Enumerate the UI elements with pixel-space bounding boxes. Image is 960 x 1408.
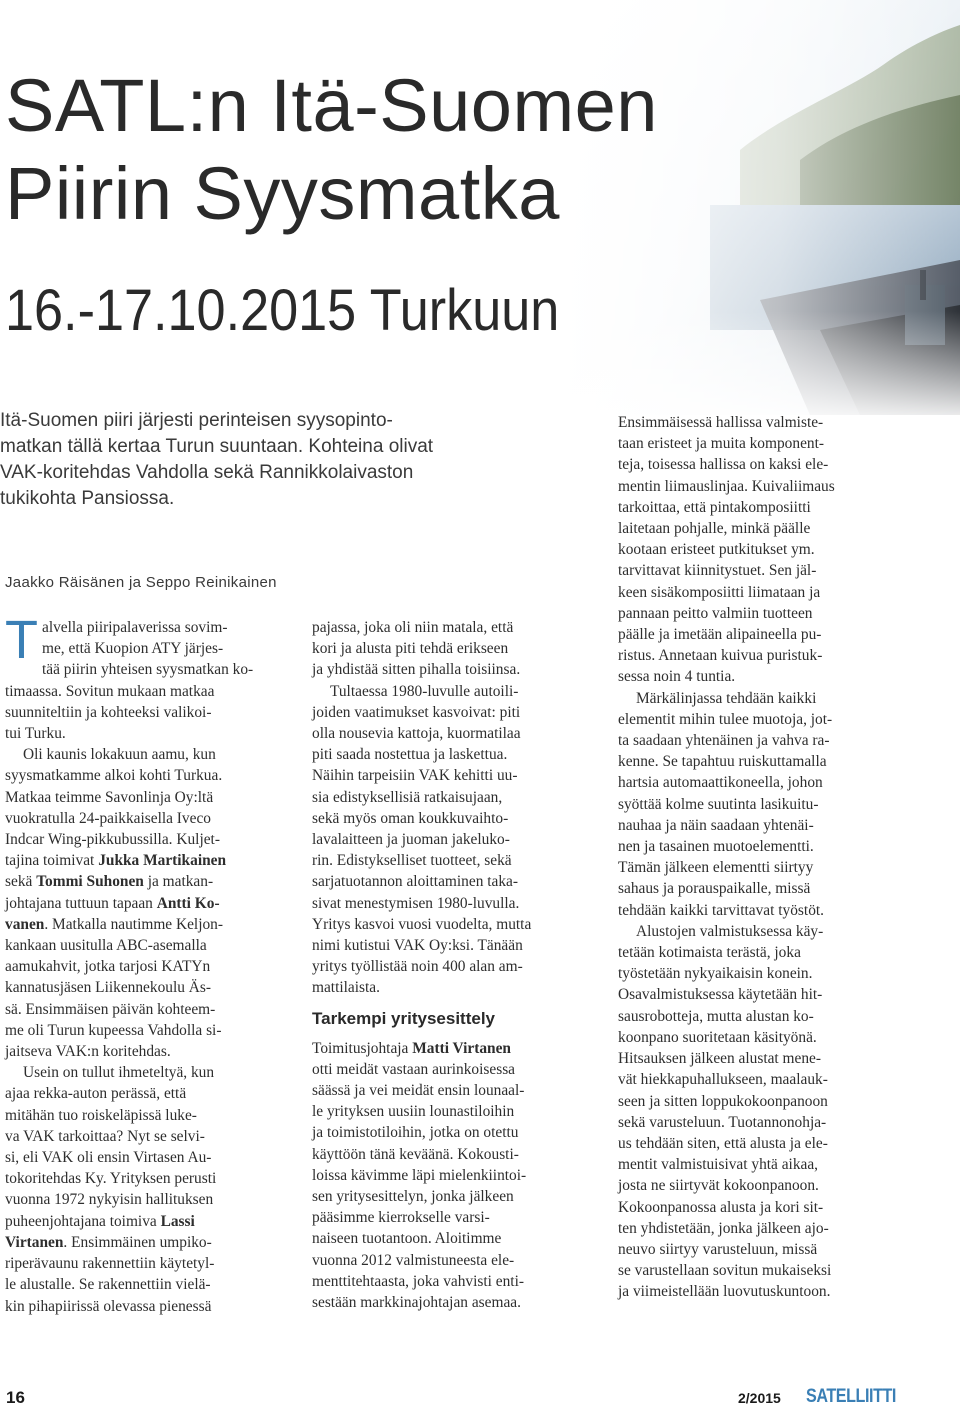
founder-name: Lassi (160, 1212, 195, 1230)
text-line: sekä myös oman koukkuvaihto- (312, 809, 509, 827)
text-line: aamukahvit, jotka tarjosi KATYn (5, 958, 211, 976)
text-line: Tultaessa 1980-luvulle autoili- (330, 682, 519, 700)
article-column-3 (618, 412, 903, 1303)
text-line: elementit mihin tulee muotoja, jot- (618, 710, 833, 728)
text-line: tarkoittaa, että pintakomposiitti (618, 498, 811, 516)
text-line: me, että Kuopion ATY järjes- (42, 640, 224, 658)
paragraph (312, 681, 592, 999)
text-line: työstetään nykyaikaisin konein. (618, 965, 813, 983)
text-line: mentit valmistuisivat yhtä aikaa, (618, 1156, 819, 1174)
text-line: lavalaitteen ja juoman jakeluko- (312, 831, 510, 849)
text-line: Matkaa teimme Savonlinja Oy:ltä (5, 788, 214, 806)
text-line: sivat menestymisen 1980-luvulla. (312, 894, 520, 912)
driver-name: Tommi Suhonen (36, 873, 144, 891)
text-line: kenne. Se tapahtuu ruiskuttamalla (618, 753, 827, 771)
paragraph (5, 1062, 295, 1316)
text-line: Osavalmistuksessa käytetään hit- (618, 986, 823, 1004)
text-line: keen sisäkomposiitti liimataan ja (618, 583, 821, 601)
text-line: tarvittavat kiinnitystuet. Sen jäl- (618, 562, 817, 580)
title-line-2: Piirin Syysmatka (5, 152, 560, 235)
text-run: puheenjohtajana toimiva (5, 1212, 161, 1230)
paragraph (5, 744, 295, 1062)
text-line: josta ne siirtyvät kokoonpanoon. (618, 1177, 819, 1195)
text-line: pajassa, joka oli niin matala, että (312, 619, 514, 636)
text-line: tää piirin yhteisen syysmatkan ko- (42, 661, 254, 679)
satelliitti-logo (806, 1382, 898, 1406)
text-line: mentin liimauslinjaa. Kuivaliimaus (618, 477, 835, 495)
text-line: pääsimme kierrokselle varsi- (312, 1209, 490, 1227)
paragraph (5, 610, 295, 744)
text-line: kootaan eristeet putkitukset ym. (618, 541, 815, 559)
byline: Jaakko Räisänen ja Seppo Reinikainen (5, 574, 277, 591)
text-line: olla nousevia kattoja, kuormatilaa (312, 725, 521, 743)
lead-line: Itä-Suomen piiri järjesti perinteisen syysopinto- (0, 410, 393, 431)
text-line: vuonna 1972 nykyisin hallituksen (5, 1191, 214, 1209)
article-subtitle: 16.-17.10.2015 Turkuun (5, 278, 560, 343)
text-line: taan eristeet ja muita komponent- (618, 435, 824, 453)
text-line: seen ja sitten loppukokoonpanoon (618, 1092, 828, 1110)
text-line: nauhaa ja näin saadaan yhtenäi- (618, 816, 814, 834)
text-line: Alustojen valmistuksessa käy- (636, 922, 824, 940)
leader-name: vanen (5, 915, 45, 933)
drop-cap: T (5, 610, 38, 670)
text-run: tajina toimivat (5, 852, 99, 870)
text-line: rin. Edistykselliset tuotteet, sekä (312, 852, 512, 870)
text-line: kankaan uusitulla ABC-asemalla (5, 937, 207, 955)
text-line: tokoritehdas Ky. Yrityksen perusti (5, 1170, 217, 1188)
text-line: ajaa rekka-auton perässä, että (5, 1085, 187, 1103)
text-line: sen yritysesittelyn, jonka jälkeen (312, 1188, 514, 1206)
text-line: pannaan peitto valmiin tuotteen (618, 604, 813, 622)
ceo-name: Matti Virtanen (412, 1039, 511, 1057)
text-line: tehdään kaikki tarvittavat työstöt. (618, 901, 825, 919)
title-line-1: SATL:n Itä-Suomen (5, 64, 658, 147)
text-line: alvella piiripalaverissa sovim- (42, 619, 228, 636)
text-line: Ensimmäisessä hallissa valmiste- (618, 414, 824, 431)
text-line: sarjatuotannon aloittaminen taka- (312, 873, 518, 891)
text-line: Näihin tarpeisiin VAK kehitti uu- (312, 767, 518, 785)
text-line: sahaus ja porauspaikalle, missä (618, 880, 811, 898)
text-line: sä. Ensimmäisen päivän kohteem- (5, 1000, 216, 1018)
text-line: päälle ja imetään alipaineella pu- (618, 626, 822, 644)
paragraph (618, 921, 903, 1303)
lead-line: tukikohta Pansiossa. (0, 488, 175, 509)
page-number: 16 (6, 1388, 25, 1407)
issue-number: 2/2015 (738, 1390, 781, 1406)
text-line (312, 1038, 592, 1059)
text-run: johtajana tuttuun tapaan (5, 894, 157, 912)
text-line: syöttää kolme suutinta lasikuitu- (618, 795, 819, 813)
text-line (5, 850, 295, 871)
text-line: piti saada nostettua ja laskettua. (312, 746, 508, 764)
text-line: loissa kävimme läpi mielenkiintoi- (312, 1166, 527, 1184)
section-heading: Tarkempi yritysesittely (312, 1008, 495, 1028)
text-run: . Matkalla nautimme Keljon- (44, 915, 223, 933)
text-line (5, 893, 295, 914)
text-line: ten yhdistetään, jonka jälkeen ajo- (618, 1219, 829, 1237)
text-line: otti meidät vastaan aurinkoisessa (312, 1060, 516, 1078)
text-line: Tämän jälkeen elementti siirtyy (618, 859, 814, 877)
text-line: sessa noin 4 tuntia. (618, 668, 736, 686)
founder-name: Virtanen (5, 1233, 64, 1251)
text-line: ta saadaan yhtenäinen ja vahva ra- (618, 732, 830, 750)
text-line: ja yhdistää sitten pihalla toisiinsa. (312, 661, 521, 679)
text-line: vuokratulla 24-paikkaisella Iveco (5, 809, 211, 827)
article-title (5, 62, 658, 238)
text-line: me oli Turun kupeessa Vahdolla si- (5, 1021, 222, 1039)
leader-name: Antti Ko- (156, 894, 220, 912)
text-line: tetään kotimaista terästä, joka (618, 944, 801, 962)
text-line: joiden vaatimukset kasvoivat: piti (312, 703, 521, 721)
text-line: le yrityksen uusiin lounastiloihin (312, 1103, 515, 1121)
text-line: nen ja tasainen muotoelementti. (618, 838, 814, 856)
text-line (5, 1232, 295, 1253)
text-line: nimi kutistui VAK Oy:ksi. Tänään (312, 937, 523, 955)
text-line: Oli kaunis lokakuun aamu, kun (23, 746, 216, 764)
text-line: si, eli VAK oli ensin Virtasen Au- (5, 1149, 212, 1167)
text-line: ja viimeistellään luovutuskuntoon. (618, 1283, 831, 1301)
text-line: kori ja alusta piti tehdä erikseen (312, 640, 509, 658)
text-line: riperävaunu rakennettiin käytetyl- (5, 1255, 215, 1273)
lead-line: matkan tällä kertaa Turun suuntaan. Kohteina olivat (0, 436, 434, 457)
article-column-2 (312, 617, 592, 1313)
paragraph (312, 617, 592, 681)
text-line: va VAK tarkoittaa? Nyt se selvi- (5, 1127, 205, 1145)
text-line: se varustellaan sovitun mukaiseksi (618, 1262, 832, 1280)
text-line (5, 871, 295, 892)
text-line: ristus. Annetaan kuivua puristuk- (618, 647, 823, 665)
text-line: säässä ja vei meidät ensin lounaal- (312, 1082, 525, 1100)
text-run: Toimitusjohtaja (312, 1039, 413, 1057)
text-line: Märkälinjassa tehdään kaikki (636, 689, 817, 707)
text-run: sekä (5, 873, 37, 891)
text-line: yritys työllistää noin 400 alan am- (312, 958, 523, 976)
text-line: sausrobotteja, mutta alustan ko- (618, 1007, 814, 1025)
text-run: . Ensimmäinen umpiko- (63, 1233, 212, 1251)
text-line: kannatusjäsen Liikennekoulu Äs- (5, 979, 212, 997)
text-line: koonpano suoritetaan käsityönä. (618, 1028, 817, 1046)
text-line: teja, toisessa hallissa on kaksi ele- (618, 456, 829, 474)
text-line: vät hiekkapuhallukseen, maalauk- (618, 1071, 828, 1089)
text-line: hartsia automaattikoneella, johon (618, 774, 823, 792)
text-line: mattilaista. (312, 979, 380, 997)
text-run: ja matkan- (143, 873, 214, 891)
text-line: timaassa. Sovitun mukaan matkaa (5, 682, 215, 700)
text-line: ja toimistotiloihin, jotka on otettu (312, 1124, 519, 1142)
driver-name: Jukka Martikainen (98, 852, 227, 870)
text-line: naiseen tuotantoon. Aloitimme (312, 1230, 502, 1248)
paragraph (312, 1038, 592, 1314)
lead-line: VAK-koritehdas Vahdolla sekä Rannikkolaivaston (0, 462, 414, 483)
text-line: Usein on tullut ihmeteltyä, kun (23, 1064, 215, 1082)
text-line: neuvo siirtyy varusteluun, missä (618, 1240, 818, 1258)
text-line: tui Turku. (5, 725, 66, 743)
text-line: laitetaan pohjalle, minkä päälle (618, 520, 811, 538)
text-line: Hitsauksen jälkeen alustat mene- (618, 1050, 822, 1068)
text-line: us tehdään siten, että alusta ja ele- (618, 1134, 828, 1152)
text-line: sia edistyksellisiä ratkaisujaan, (312, 788, 503, 806)
text-line: sestään markkinajohtajan asemaa. (312, 1294, 521, 1312)
text-line: syysmatkamme alkoi kohti Turkua. (5, 767, 223, 785)
text-line: jaitseva VAK:n koritehdas. (5, 1043, 171, 1061)
text-line: Indcar Wing-pikkubussilla. Kuljet- (5, 831, 220, 849)
text-line: menttitehtaasta, joka vahvisti enti- (312, 1272, 524, 1290)
text-line (5, 914, 295, 935)
text-line: vuonna 2012 valmistuneesta ele- (312, 1251, 515, 1269)
paragraph (618, 688, 903, 921)
article-column-1 (5, 610, 295, 1317)
paragraph (618, 412, 903, 688)
text-line: kin pihapiirissä olevassa pienessä (5, 1297, 212, 1315)
svg-text:SATELLIITTI: SATELLIITTI (806, 1386, 897, 1407)
text-line (5, 1211, 295, 1232)
text-line: suunniteltiin ja kohteeksi valikoi- (5, 703, 212, 721)
text-line: sekä varusteluun. Tuotannonohja- (618, 1113, 827, 1131)
lead-paragraph (0, 408, 550, 512)
text-line: Yritys kasvoi vuosi vuodelta, mutta (312, 915, 532, 933)
text-line: le alustalle. Se rakennettiin vielä- (5, 1276, 211, 1294)
text-line: käyttöön tänä keväänä. Kokousti- (312, 1145, 519, 1163)
text-line: Kokoonpanossa alusta ja kori sit- (618, 1198, 824, 1216)
text-line: mitähän tuo roiskeläpissä luke- (5, 1106, 197, 1124)
